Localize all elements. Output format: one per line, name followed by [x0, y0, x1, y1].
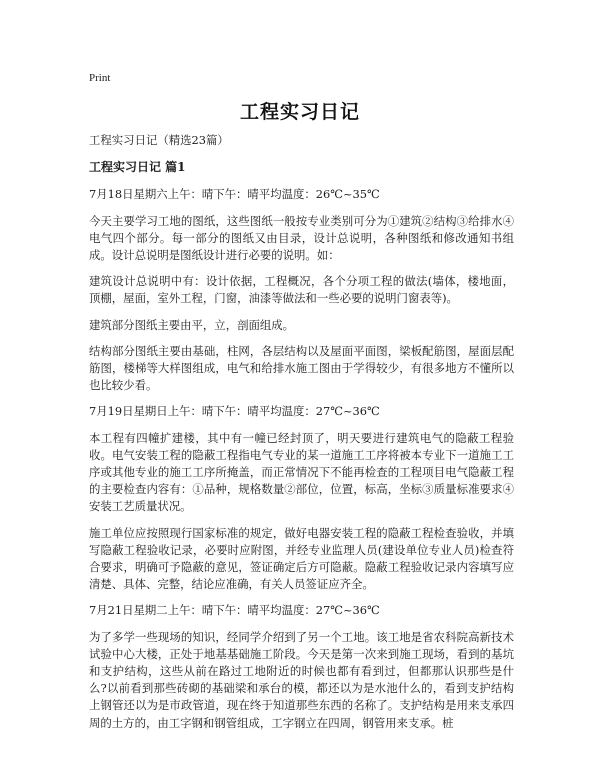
diary-paragraph: 施工单位应按照现行国家标准的规定，做好电器安装工程的隐蔽工程检查验收，并填写隐蔽工程验收记录，必要时应附图，并经专业监理人员(建设单位专业人员)检查符合要求，明确可予隐蔽的意见，签证确定后方可隐蔽。隐蔽工程验收记录内容填写应清楚、具体、完整，结论应准确，有关人员签证应齐全。 [89, 525, 514, 592]
document-subtitle: 工程实习日记（精选23篇） [89, 133, 229, 147]
section-heading: 工程实习日记 篇1 [89, 160, 186, 175]
diary-paragraph: 今天主要学习工地的图纸，这些图纸一般按专业类别可分为①建筑②结构③给排水④电气四个部分。每一部分的图纸又由目录，设计总说明，各种图纸和修改通知书组成。设计总说明是图纸设计进行必要的说明。如： [89, 213, 514, 263]
diary-date-line: 7月18日星期六上午：晴下午：晴平均温度：26℃~35℃ [89, 187, 380, 202]
diary-paragraph: 建筑部分图纸主要由平，立，剖面组成。 [89, 317, 295, 332]
diary-paragraph: 建筑设计总说明中有：设计依据，工程概况，各个分项工程的做法(墙体，楼地面，顶棚，屋面，室外工程，门窗，油漆等做法和一些必要的说明门窗表等)。 [89, 274, 514, 306]
diary-paragraph: 为了多学一些现场的知识，经同学介绍到了另一个工地。该工地是省农科院高新技术试验中心大楼，正处于地基基础施工阶段。今天是第一次来到施工现场，看到的基坑和支护结构，这些从前在路过工地附近的时候也都有看到过，但都那认识那些是什么?以前看到那些砖砌的基础梁和承台的模，都还以为是水池什么的，看到支护结构上钢管还以为是市政管道，现在终于知道那些东西的名称了。支护结构是用来支承四周的土方的，由工字钢和钢管组成，工字钢立在四周，钢管用来支承。桩 [89, 629, 514, 730]
document-body [89, 132, 514, 741]
diary-paragraph: 本工程有四幢扩建楼，其中有一幢已经封顶了，明天要进行建筑电气的隐蔽工程验收。电气安装工程的隐蔽工程指电气专业的某一道施工工序将被本专业下一道施工工序或其他专业的施工工序所掩盖，而正常情况下不能再检查的工程项目电气隐蔽工程的主要检查内容有：①品种，规格数量②部位，位置，标高，坐标③质量标准要求④安装工艺质量状况。 [89, 430, 514, 514]
diary-date-line: 7月21日星期二上午：晴下午：晴平均温度：27℃~36℃ [89, 603, 380, 618]
diary-date-line: 7月19日星期日上午：晴下午：晴平均温度：27℃~36℃ [89, 404, 380, 419]
page-title: 工程实习日记 [239, 101, 360, 123]
diary-paragraph: 结构部分图纸主要由基础，柱网，各层结构以及屋面平面图，梁板配筋图，屋面层配筋图，楼梯等大样图组成，电气和给排水施工图由于学得较少，有很多地方不懂所以也比较少看。 [89, 343, 514, 393]
print-link[interactable]: Print [89, 72, 111, 84]
